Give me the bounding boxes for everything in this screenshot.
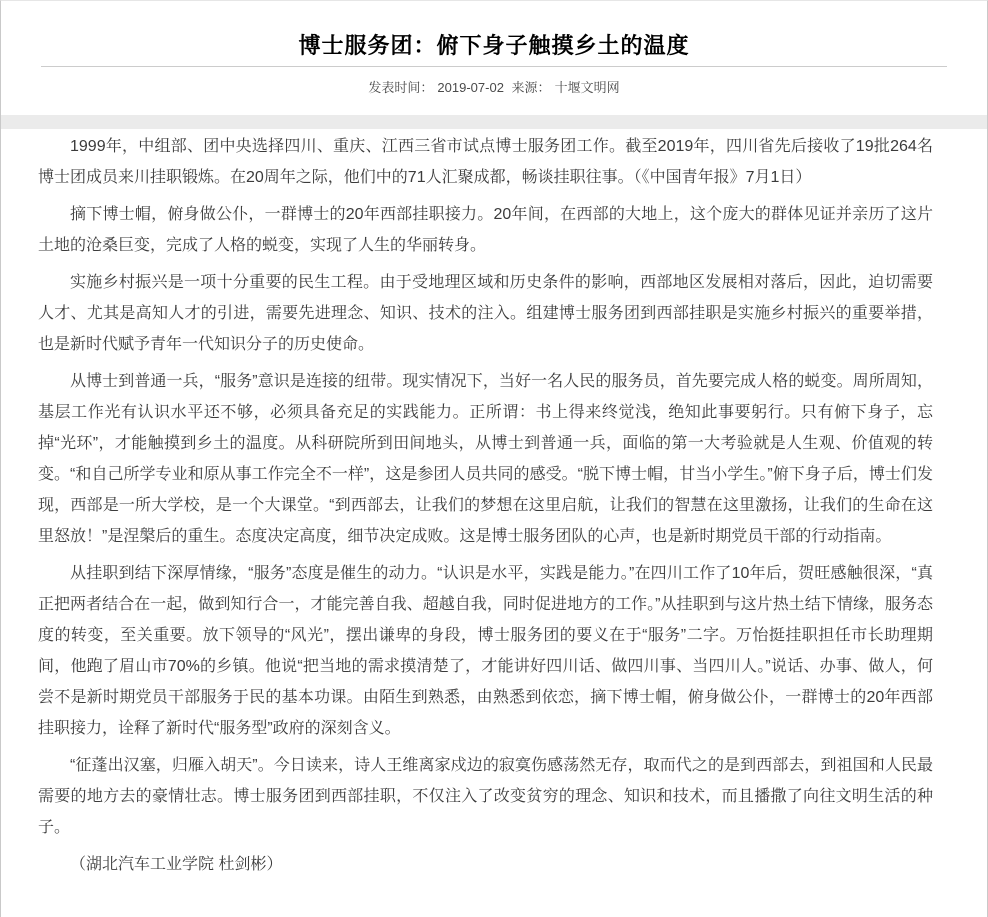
article-paragraph: 摘下博士帽，俯身做公仆，一群博士的20年西部挂职接力。20年间，在西部的大地上，这个庞大的群体见证并亲历了这片土地的沧桑巨变，完成了人格的蜕变，实现了人生的华丽转身。 [38,206,933,254]
publish-date: 2019-07-02 [437,80,504,95]
header-section-divider-band [1,115,987,129]
page-title: 博士服务团：俯下身子触摸乡土的温度 [298,33,690,58]
article-meta [1,80,987,96]
source-name: 十堰文明网 [554,80,620,95]
article-paragraph: 从博士到普通一兵，“服务”意识是连接的纽带。现实情况下，当好一名人民的服务员，首先要完成人格的蜕变。周所周知，基层工作光有认识水平还不够，必须具备充足的实践能力。正所谓：书上得来终觉浅，绝知此事要躬行。只有俯下身子，忘掉“光环”，才能触摸到乡土的温度。从科研院所到田间地头，从博士到普通一兵，面临的第一大考验就是人生观、价值观的转变。“和自己所学专业和原从事工作完全不一样”，这是参团人员共同的感受。“脱下博士帽，甘当小学生。”俯下身子后，博士们发现，西部是一所大学校，是一个大课堂。“到西部去，让我们的梦想在这里启航，让我们的智慧在这里激扬，让我们的生命在这里怒放！”是涅槃后的重生。态度决定高度，细节决定成败。这是博士服务团队的心声，也是新时期党员干部的行动指南。 [38,373,933,545]
article-paragraph: 从挂职到结下深厚情缘，“服务”态度是催生的动力。“认识是水平，实践是能力。”在四川工作了10年后，贺旺感触很深，“真正把两者结合在一起，做到知行合一，才能完善自我、超越自我，同时促进地方的工作。”从挂职到与这片热土结下情缘，服务态度的转变，至关重要。放下领导的“风光”，摆出谦卑的身段，博士服务团的要义在于“服务”二字。万怡挺挂职担任市长助理期间，他跑了眉山市70%的乡镇。他说“把当地的需求摸清楚了，才能讲好四川话、做四川事、当四川人。”说话、办事、做人，何尝不是新时期党员干部服务于民的基本功课。由陌生到熟悉，由熟悉到依恋，摘下博士帽，俯身做公仆，一群博士的20年西部挂职接力，诠释了新时代“服务型”政府的深刻含义。 [38,565,933,737]
title-divider-rule [41,66,947,67]
article-body [38,131,933,880]
source-label: 来源： [511,80,551,95]
article-paragraph: 1999年，中组部、团中央选择四川、重庆、江西三省市试点博士服务团工作。截至2019年，四川省先后接收了19批264名博士团成员来川挂职锻炼。在20周年之际，他们中的71人汇聚成都，畅谈挂职往事。（《中国青年报》7月1日） [38,138,933,186]
publish-time-label: 发表时间： [368,80,434,95]
article-paragraph: 实施乡村振兴是一项十分重要的民生工程。由于受地理区域和历史条件的影响，西部地区发展相对落后，因此，迫切需要人才、尤其是高知人才的引进，需要先进理念、知识、技术的注入。组建博士服务团到西部挂职是实施乡村振兴的重要举措，也是新时代赋予青年一代知识分子的历史使命。 [38,274,933,353]
article-author-signature: （湖北汽车工业学院 杜剑彬） [70,856,283,873]
article-paragraph: “征蓬出汉塞，归雁入胡天”。今日读来，诗人王维离家戍边的寂寞伤感荡然无存，取而代之的是到西部去，到祖国和人民最需要的地方去的豪情壮志。博士服务团到西部挂职，不仅注入了改变贫穷的理念、知识和技术，而且播撒了向往文明生活的种子。 [38,757,933,836]
